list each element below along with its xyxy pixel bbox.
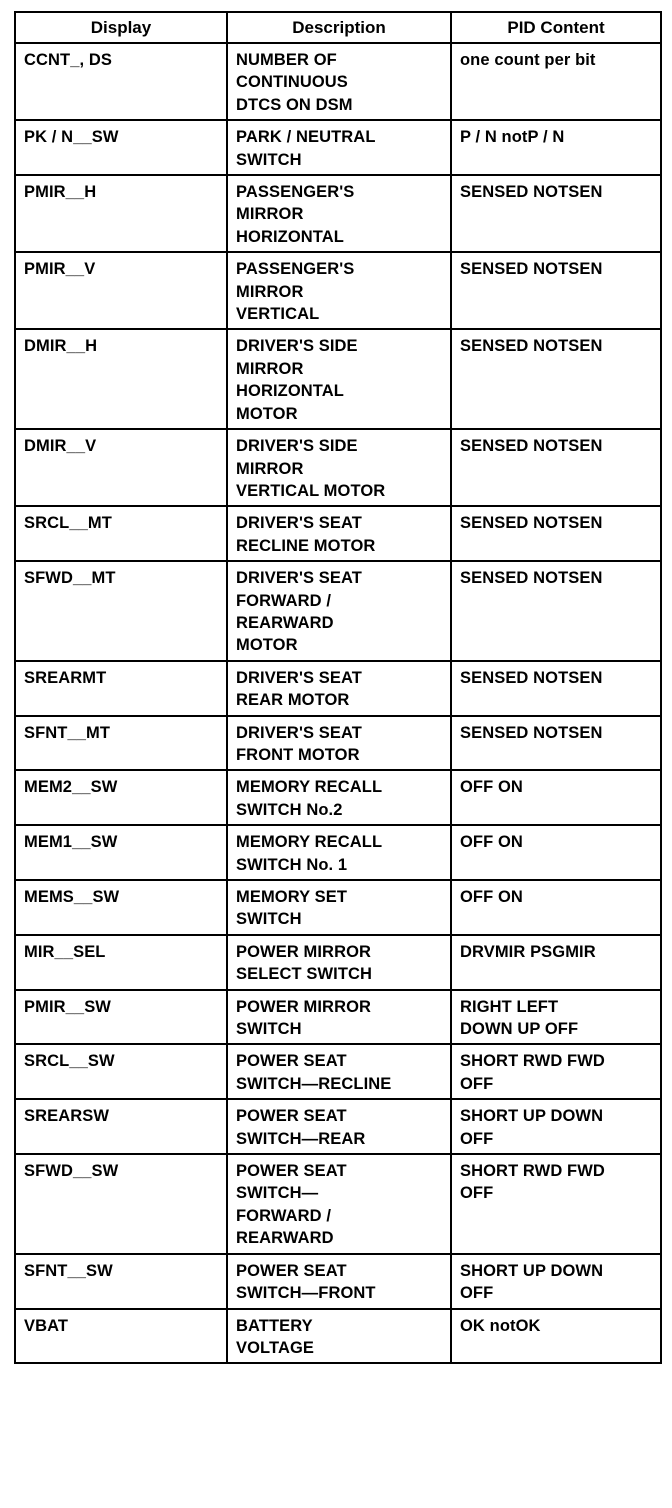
pid-content-cell: SENSED NOTSEN <box>451 716 661 771</box>
pid-content-cell: OFF ON <box>451 880 661 935</box>
pid-content-cell: DRVMIR PSGMIR <box>451 935 661 990</box>
display-cell: MEM1__SW <box>15 825 227 880</box>
description-cell: DRIVER'S SEAT RECLINE MOTOR <box>227 506 451 561</box>
display-cell: CCNT_, DS <box>15 43 227 120</box>
description-cell: DRIVER'S SIDE MIRROR VERTICAL MOTOR <box>227 429 451 506</box>
table-row <box>15 120 661 175</box>
table-row <box>15 252 661 329</box>
display-cell: PMIR__H <box>15 175 227 252</box>
header-description: Description <box>227 12 451 43</box>
description-cell: DRIVER'S SEAT REAR MOTOR <box>227 661 451 716</box>
table-row <box>15 175 661 252</box>
table-row <box>15 825 661 880</box>
display-cell: DMIR__H <box>15 329 227 429</box>
display-cell: VBAT <box>15 1309 227 1364</box>
table-row <box>15 880 661 935</box>
pid-content-cell: P / N notP / N <box>451 120 661 175</box>
display-cell: PMIR__SW <box>15 990 227 1045</box>
display-cell: SREARSW <box>15 1099 227 1154</box>
table-row <box>15 716 661 771</box>
description-cell: POWER SEAT SWITCH—FRONT <box>227 1254 451 1309</box>
description-cell: POWER SEAT SWITCH— FORWARD / REARWARD <box>227 1154 451 1254</box>
description-cell: MEMORY RECALL SWITCH No. 1 <box>227 825 451 880</box>
description-cell: MEMORY RECALL SWITCH No.2 <box>227 770 451 825</box>
table-row <box>15 1254 661 1309</box>
pid-content-cell: OK notOK <box>451 1309 661 1364</box>
display-cell: PK / N__SW <box>15 120 227 175</box>
pid-content-cell: SHORT RWD FWD OFF <box>451 1154 661 1254</box>
description-cell: PARK / NEUTRAL SWITCH <box>227 120 451 175</box>
header-pid-content: PID Content <box>451 12 661 43</box>
table-row <box>15 329 661 429</box>
pid-content-cell: OFF ON <box>451 770 661 825</box>
table-row <box>15 1044 661 1099</box>
description-cell: POWER MIRROR SELECT SWITCH <box>227 935 451 990</box>
description-cell: POWER SEAT SWITCH—RECLINE <box>227 1044 451 1099</box>
header-display: Display <box>15 12 227 43</box>
pid-content-cell: SENSED NOTSEN <box>451 429 661 506</box>
display-cell: MEMS__SW <box>15 880 227 935</box>
pid-content-cell: SENSED NOTSEN <box>451 252 661 329</box>
display-cell: SFWD__SW <box>15 1154 227 1254</box>
table-row <box>15 43 661 120</box>
pid-content-cell: SHORT UP DOWN OFF <box>451 1099 661 1154</box>
pid-content-cell: one count per bit <box>451 43 661 120</box>
table-row <box>15 429 661 506</box>
display-cell: SFNT__MT <box>15 716 227 771</box>
pid-content-cell: SHORT RWD FWD OFF <box>451 1044 661 1099</box>
description-cell: PASSENGER'S MIRROR HORIZONTAL <box>227 175 451 252</box>
table-row <box>15 1154 661 1254</box>
table-row <box>15 561 661 661</box>
display-cell: SFNT__SW <box>15 1254 227 1309</box>
display-cell: SRCL__SW <box>15 1044 227 1099</box>
display-cell: SFWD__MT <box>15 561 227 661</box>
display-cell: PMIR__V <box>15 252 227 329</box>
display-cell: DMIR__V <box>15 429 227 506</box>
display-cell: MEM2__SW <box>15 770 227 825</box>
description-cell: DRIVER'S SEAT FORWARD / REARWARD MOTOR <box>227 561 451 661</box>
display-cell: SREARMT <box>15 661 227 716</box>
pid-content-cell: SENSED NOTSEN <box>451 506 661 561</box>
pid-content-cell: SENSED NOTSEN <box>451 329 661 429</box>
description-cell: DRIVER'S SEAT FRONT MOTOR <box>227 716 451 771</box>
table-row <box>15 935 661 990</box>
table-row <box>15 1099 661 1154</box>
description-cell: BATTERY VOLTAGE <box>227 1309 451 1364</box>
table-row <box>15 1309 661 1364</box>
description-cell: POWER MIRROR SWITCH <box>227 990 451 1045</box>
pid-content-cell: RIGHT LEFT DOWN UP OFF <box>451 990 661 1045</box>
description-cell: DRIVER'S SIDE MIRROR HORIZONTAL MOTOR <box>227 329 451 429</box>
description-cell: PASSENGER'S MIRROR VERTICAL <box>227 252 451 329</box>
display-cell: MIR__SEL <box>15 935 227 990</box>
table-row <box>15 990 661 1045</box>
table-row <box>15 770 661 825</box>
pid-table <box>14 11 662 1364</box>
table-row <box>15 506 661 561</box>
pid-content-cell: SENSED NOTSEN <box>451 661 661 716</box>
display-cell: SRCL__MT <box>15 506 227 561</box>
pid-content-cell: SENSED NOTSEN <box>451 561 661 661</box>
pid-content-cell: OFF ON <box>451 825 661 880</box>
pid-table-document <box>14 11 660 1364</box>
description-cell: POWER SEAT SWITCH—REAR <box>227 1099 451 1154</box>
table-row <box>15 661 661 716</box>
description-cell: MEMORY SET SWITCH <box>227 880 451 935</box>
description-cell: NUMBER OF CONTINUOUS DTCS ON DSM <box>227 43 451 120</box>
pid-content-cell: SENSED NOTSEN <box>451 175 661 252</box>
header-row <box>15 12 661 43</box>
pid-content-cell: SHORT UP DOWN OFF <box>451 1254 661 1309</box>
